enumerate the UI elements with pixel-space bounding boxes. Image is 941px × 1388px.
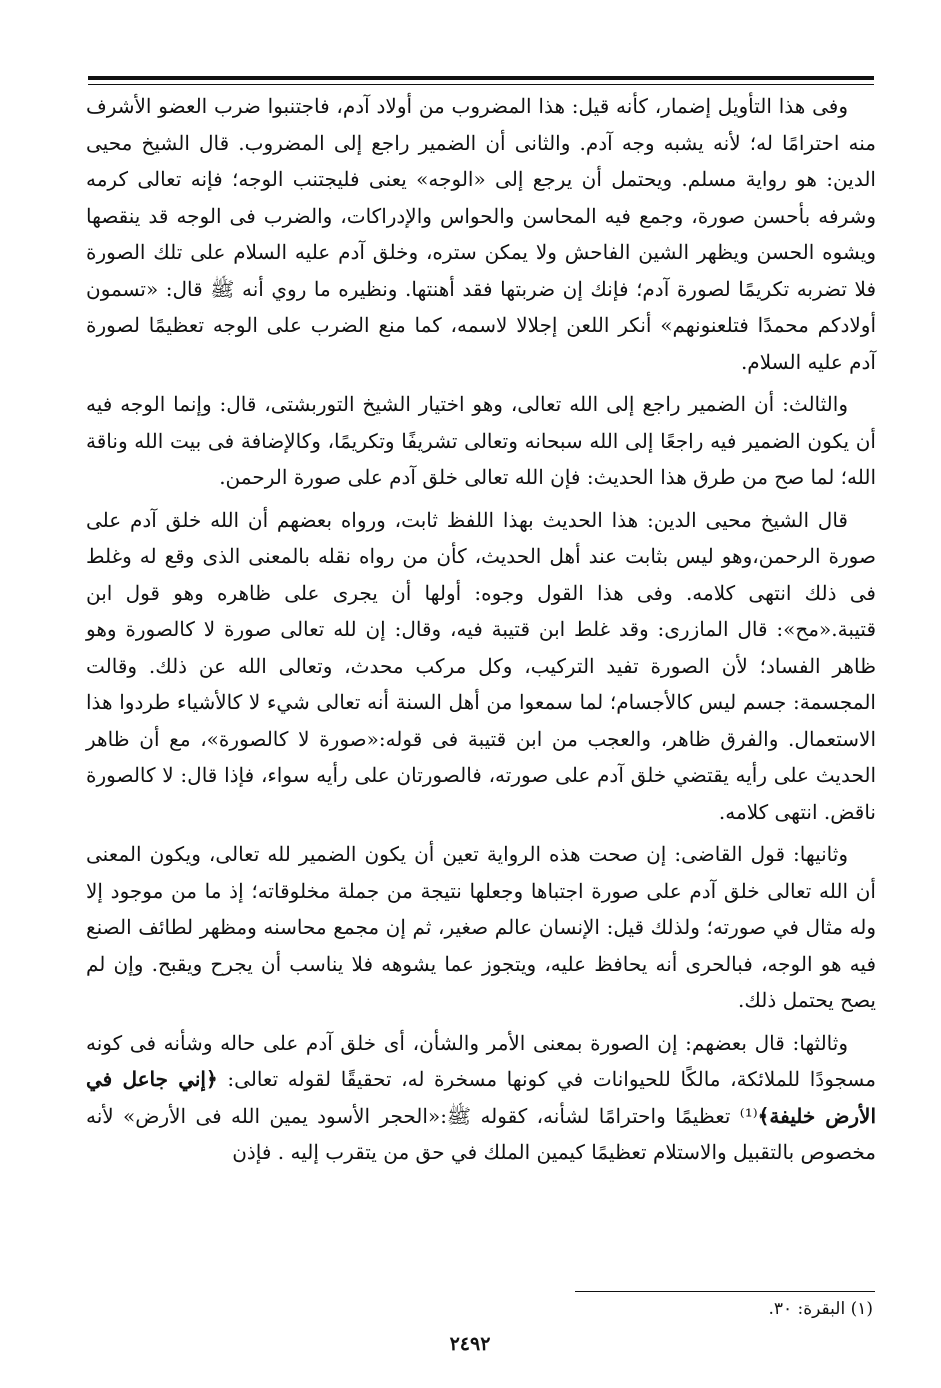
paragraph-3 xyxy=(86,502,876,831)
quran-verse: ﴿إني جاعل في الأرض خليفة﴾ xyxy=(86,1067,876,1128)
page-number: ٢٤٩٢ xyxy=(449,1333,491,1355)
paragraph-2 xyxy=(86,386,876,496)
header-rule-thick xyxy=(88,76,874,80)
paragraph-5 xyxy=(86,1025,876,1171)
footnote: (١) البقرة: ٣٠. xyxy=(768,1299,873,1319)
header-rule-thin xyxy=(88,84,874,85)
paragraph-4-text: وثانيها: قول القاضى: إن صحت هذه الرواية تعين أن يكون الضمير لله تعالى، ويكون المعنى أن الله تعالى خلق آدم على صورة اجتباها وجعلها نتيجة من جملة مخلوقاته؛ إذ ما من موجود إلا وله مثال في صورته؛ ولذلك قيل: الإنسان عالم صغير، ثم إن مجمع محاسنه ومظهر لطائف الصنع فيه هو الوجه، فبالحرى أنه يحافظ عليه، ويتجوز عما يشوهه فلا يناسب أن يجرح ويقبح. وإن لم يصح يحتمل ذلك. xyxy=(86,842,876,1012)
footnote-rule xyxy=(575,1291,875,1292)
paragraph-1-text: وفى هذا التأويل إضمار، كأنه قيل: هذا المضروب من أولاد آدم، فاجتنبوا ضرب العضو الأشرف منه احترامًا له؛ لأنه يشبه وجه آدم. والثانى أن الضمير راجع إلى المضروب. قال الشيخ محيى الدين: هو رواية مسلم. ويحتمل أن يرجع إلى «الوجه» يعنى فليجتنب الوجه؛ فإنه تعالى كرمه وشرفه بأحسن صورة، وجمع فيه المحاسن والحواس والإدراكات، والضرب فى الوجه قد ينقصها ويشوه الحسن ويظهر الشين الفاحش ولا يمكن ستره، وخلق آدم عليه السلام على تلك الصورة فلا تضربه تكريمًا لصورة آدم؛ فإنك إن ضربتها فقد أهنتها. ونظيره ما روي أنه ﷺ قال: «تسمون أولادكم محمدًا فتلعنونهم» أنكر اللعن إجلالا لاسمه، كما منع الضرب على الوجه تعظيمًا لصورة آدم عليه السلام. xyxy=(86,94,876,374)
paragraph-4 xyxy=(86,836,876,1019)
paragraph-1 xyxy=(86,88,876,380)
paragraph-3-text: قال الشيخ محيى الدين: هذا الحديث بهذا اللفظ ثابت، ورواه بعضهم أن الله خلق آدم على صورة الرحمن،وهو ليس بثابت عند أهل الحديث، كأن من رواه نقله بالمعنى الذى وقع له وغلط فى ذلك انتهى كلامه. وفى هذا القول وجوه: أولها أن يجرى على ظاهره وهو قول ابن قتيبة.«مح»: قال المازرى: وقد غلط ابن قتيبة فيه، وقال: إن لله تعالى صورة لا كالصورة وهو ظاهر الفساد؛ لأن الصورة تفيد التركيب، وكل مركب محدث، وتعالى الله عن ذلك. وقالت المجسمة: جسم ليس كالأجسام؛ لما سمعوا من أهل السنة أنه تعالى شيء لا كالأشياء طردوا هذا الاستعمال. والفرق ظاهر، والعجب من ابن قتيبة فى قوله:«صورة لا كالصورة»، مع أن ظاهر الحديث على رأيه يقتضي خلق آدم على صورته، فالصورتان على رأيه سواء، فإذا قال: لا كالصورة ناقض. انتهى كلامه. xyxy=(86,507,876,824)
paragraph-5-text-after: ⁽¹⁾ تعظيمًا واحترامًا لشأنه، كقوله ﷺ:«الحجر الأسود يمين الله فى الأرض» لأنه مخصوص بالتقبيل والاستلام تعظيمًا كيمين الملك في حق من يتقرب إليه . فإذن xyxy=(86,1103,876,1164)
paragraph-5-text-before: وثالثها: قال بعضهم: إن الصورة بمعنى الأمر والشأن، أى خلق آدم على حاله وشأنه فى كونه مسجودًا للملائكة، مالكًا للحيوانات في كونها مسخرة له، تحقيقًا لقوله تعالى: xyxy=(86,1030,876,1091)
paragraph-2-text: والثالث: أن الضمير راجع إلى الله تعالى، وهو اختيار الشيخ التوربشتى، قال: وإنما الوجه فيه أن يكون الضمير فيه راجعًا إلى الله سبحانه وتعالى تشريفًا وتكريمًا، وكالإضافة فى بيت الله وناقة الله؛ لما صح من طرق هذا الحديث: فإن الله تعالى خلق آدم على صورة الرحمن. xyxy=(86,392,876,489)
main-text xyxy=(86,88,876,1177)
